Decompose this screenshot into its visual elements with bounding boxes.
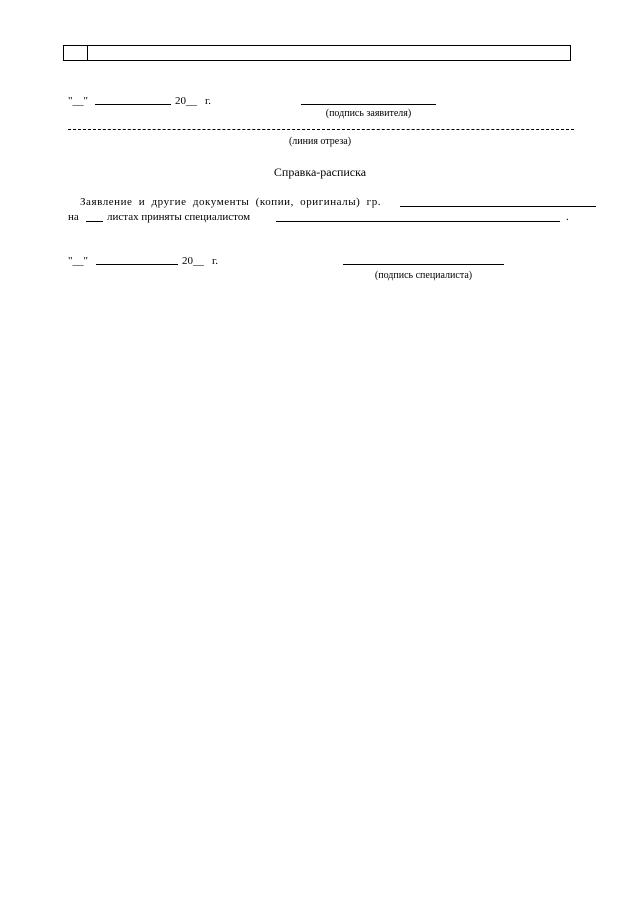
receipt-line2-text: листах приняты специалистом <box>107 211 251 223</box>
receipt-line1-text: Заявление и другие документы (копии, оригиналы) гр. <box>80 196 382 208</box>
applicant-date-quote: "__" <box>68 95 88 107</box>
applicant-signature-line <box>301 104 436 105</box>
specialist-date-month-line <box>96 264 178 265</box>
citizen-name-line <box>400 206 596 207</box>
specialist-signature-caption: (подпись специалиста) <box>374 270 473 281</box>
cut-line-caption: (линия отреза) <box>288 136 352 147</box>
specialist-year: 20__ <box>182 255 204 267</box>
applicant-signature-caption: (подпись заявителя) <box>325 108 412 119</box>
cut-line <box>68 129 574 130</box>
table-cell <box>64 46 88 60</box>
table-fragment <box>63 45 571 61</box>
specialist-year-suffix: г. <box>212 255 219 267</box>
receipt-line2-end: . <box>566 211 569 223</box>
applicant-year: 20__ <box>175 95 197 107</box>
specialist-date-quote: "__" <box>68 255 88 267</box>
specialist-signature-line <box>343 264 504 265</box>
receipt-title: Справка-расписка <box>273 165 367 179</box>
sheet-count-line <box>86 221 103 222</box>
specialist-name-line <box>276 221 560 222</box>
receipt-line2-prefix: на <box>68 211 79 223</box>
applicant-year-suffix: г. <box>205 95 212 107</box>
applicant-date-month-line <box>95 104 171 105</box>
